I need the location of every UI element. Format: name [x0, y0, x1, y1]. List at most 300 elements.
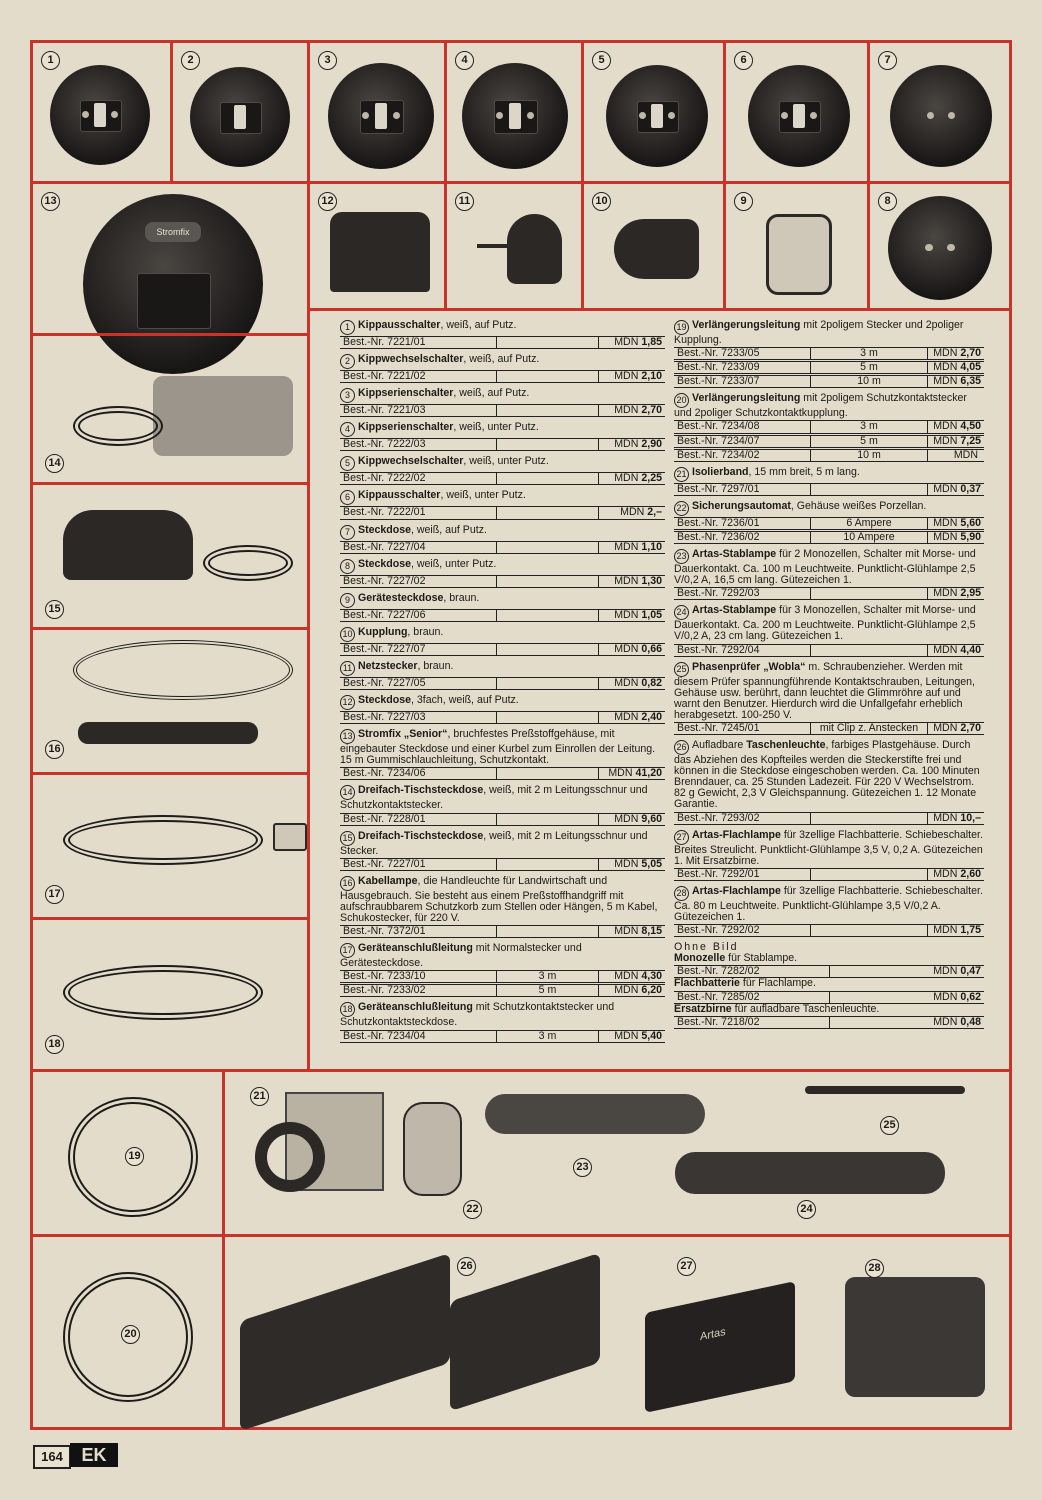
- bestnr-value: 7222/02: [387, 472, 426, 485]
- bestnr-value: 7233/07: [721, 375, 760, 388]
- price: [599, 926, 665, 937]
- order-number: [340, 439, 497, 450]
- variant: 5 m: [811, 362, 928, 373]
- bestnr-label: Best.-Nr.: [677, 990, 719, 1003]
- order-number: [340, 644, 497, 655]
- spec-text: [340, 456, 665, 471]
- spec-text: [340, 876, 665, 924]
- bestnr-value: 7233/02: [387, 984, 426, 997]
- item-number: 11: [340, 661, 355, 676]
- currency: MDN: [614, 642, 639, 655]
- bestnr-label: Best.-Nr.: [343, 711, 385, 724]
- price: [599, 542, 665, 553]
- bestnr-label: Best.-Nr.: [677, 643, 719, 656]
- spec-item: [340, 785, 665, 825]
- switch-image: [748, 65, 850, 167]
- ohne-bild-item: [674, 953, 984, 964]
- order-number: [340, 371, 497, 382]
- item-name: Kippwechselschalter: [358, 455, 464, 468]
- variant: [497, 644, 599, 655]
- item-number: 26: [674, 740, 689, 755]
- lamp-image: [78, 722, 258, 744]
- currency: MDN: [933, 811, 958, 824]
- bestnr-label: Best.-Nr.: [343, 574, 385, 587]
- order-number: [340, 971, 497, 982]
- pocket-lamp-image: [450, 1253, 600, 1412]
- price-value: 5,60: [960, 516, 981, 529]
- bestnr-value: 7236/01: [721, 516, 760, 529]
- order-row: [340, 643, 665, 656]
- order-number: [340, 814, 497, 825]
- spec-item: [674, 467, 984, 496]
- variant: [811, 484, 928, 495]
- photo-number: 23: [573, 1158, 592, 1177]
- photo-number: 28: [865, 1259, 884, 1278]
- order-number: [674, 813, 811, 824]
- spec-text: [340, 490, 665, 505]
- bestnr-value: 7292/01: [721, 867, 760, 880]
- price-value: 2,10: [641, 370, 662, 383]
- flat-lamp-28-image: [845, 1277, 985, 1397]
- bestnr-label: Best.-Nr.: [677, 811, 719, 824]
- bestnr-value: 7222/03: [387, 438, 426, 451]
- ohne-bild-heading: Ohne Bild: [674, 941, 739, 954]
- order-row: [340, 1030, 665, 1043]
- order-number: [340, 610, 497, 621]
- price: [928, 723, 984, 734]
- item-name: Kippserienschalter: [358, 421, 454, 434]
- spec-item: [674, 549, 984, 600]
- item-name: Kippserienschalter: [358, 387, 454, 400]
- price-value: 1,10: [641, 540, 662, 553]
- order-number: [674, 966, 830, 977]
- spec-item: [674, 886, 984, 937]
- item-number: 13: [340, 729, 355, 744]
- order-row: [674, 483, 984, 496]
- cable-image: [73, 406, 163, 446]
- price-value: 2,40: [641, 711, 662, 724]
- order-row: [674, 868, 984, 881]
- price: [599, 405, 665, 416]
- variant: [497, 337, 599, 348]
- order-number: [674, 925, 811, 936]
- bestnr-value: 7234/06: [387, 767, 426, 780]
- photo-number: 14: [45, 454, 64, 473]
- bestnr-value: 7236/02: [721, 530, 760, 543]
- flashlight-24-image: [675, 1152, 945, 1194]
- item-description: m. Schraubenzieher. Werden mit diesem Prüfer spannungführende Kontaktschrauben, Leitungen, Gehäuse usw. berührt, dann leuchtet die Glimmröhre auf und warnt den Benutzer. Hierdurch wird die Unfallgefahr erheblich herabgesetzt. 100-250 V.: [674, 660, 975, 721]
- photo-cell-1: [30, 40, 173, 184]
- spec-item: [674, 605, 984, 656]
- price: [928, 450, 984, 461]
- variant: 10 m: [811, 450, 928, 461]
- variant: [497, 507, 599, 518]
- photo-cell-2: [170, 40, 310, 184]
- price-value: 5,05: [641, 857, 662, 870]
- item-number: 20: [674, 393, 689, 408]
- bestnr-label: Best.-Nr.: [343, 506, 385, 519]
- currency: MDN: [614, 1029, 639, 1042]
- photo-cell-7: [867, 40, 1012, 184]
- item-name: Stromfix „Senior“: [358, 728, 448, 741]
- variant: [811, 869, 928, 880]
- photo-number: 8: [878, 192, 897, 211]
- spec-item: [340, 559, 665, 588]
- spec-text: [340, 354, 665, 369]
- item-number: 7: [340, 525, 355, 540]
- order-number: [674, 484, 811, 495]
- order-row: [340, 472, 665, 485]
- variant: [497, 371, 599, 382]
- item-description: , braun.: [417, 659, 454, 672]
- price-value: 0,62: [960, 990, 981, 1003]
- spec-text: [340, 661, 665, 676]
- variant: 6 Ampere: [811, 518, 928, 529]
- order-number: [674, 450, 811, 461]
- item-description: , bruchfestes Preßstoffgehäuse, mit eingebauter Steckdose und einer Kurbel zum Einrollen der Leitung. 15 m Gummischlauchleitung, Schutzkontakt.: [340, 728, 656, 767]
- order-number: [674, 588, 811, 599]
- appliance-socket-image: [766, 214, 832, 295]
- spec-text: [340, 729, 665, 766]
- spec-text: [340, 593, 665, 608]
- bestnr-label: Best.-Nr.: [677, 482, 719, 495]
- flashlight-23-image: [485, 1094, 705, 1134]
- order-number: [674, 1017, 830, 1028]
- currency: MDN: [614, 925, 639, 938]
- item-name: Steckdose: [358, 557, 411, 570]
- item-number: 27: [674, 830, 689, 845]
- order-row: [340, 575, 665, 588]
- variant: 3 m: [811, 348, 928, 359]
- spec-item: [340, 593, 665, 622]
- item-description: , 15 mm breit, 5 m lang.: [748, 465, 860, 478]
- currency: MDN: [614, 472, 639, 485]
- bestnr-value: 7234/04: [387, 1029, 426, 1042]
- variant: [497, 926, 599, 937]
- item-description: , weiß, auf Putz.: [411, 523, 487, 536]
- item-description: , weiß, auf Putz.: [463, 353, 540, 366]
- photo-cell-6: [723, 40, 870, 184]
- bestnr-label: Best.-Nr.: [677, 516, 719, 529]
- variant: 5 m: [811, 436, 928, 447]
- item-name: Phasenprüfer „Wobla“: [692, 660, 806, 673]
- photo-number: 26: [457, 1257, 476, 1276]
- order-row: [674, 644, 984, 657]
- item-description: , weiß, unter Putz.: [453, 421, 539, 434]
- photo-number: 18: [45, 1035, 64, 1054]
- order-number: [340, 712, 497, 723]
- order-row: [674, 531, 984, 544]
- spec-list-left: [340, 320, 665, 1048]
- flat-lamp-27-image: [645, 1281, 795, 1413]
- price-value: 6,35: [960, 375, 981, 388]
- item-number: 24: [674, 605, 689, 620]
- photo-number: 15: [45, 600, 64, 619]
- bestnr-label: Best.-Nr.: [677, 530, 719, 543]
- currency: MDN: [614, 812, 639, 825]
- spec-text: [674, 393, 984, 419]
- item-number: 16: [340, 876, 355, 891]
- spec-text: [340, 320, 665, 335]
- spec-item: [674, 501, 984, 544]
- ohne-bild-section: [674, 942, 984, 1029]
- order-number: [674, 362, 811, 373]
- socket-image: [888, 196, 992, 300]
- variant: [497, 610, 599, 621]
- order-row: [340, 858, 665, 871]
- spec-text: [674, 830, 984, 867]
- photo-number: 19: [125, 1147, 144, 1166]
- pocket-lamp-image: [240, 1253, 450, 1431]
- currency: MDN: [614, 608, 639, 621]
- order-row: [674, 587, 984, 600]
- photo-number: 5: [592, 51, 611, 70]
- item-name: Ersatzbirne: [674, 1002, 732, 1015]
- item-description: , weiß, mit 2 m Leitungsschnur und Schutzkontaktstecker.: [340, 784, 648, 812]
- item-name: Isolierband: [692, 465, 749, 478]
- item-number: 10: [340, 627, 355, 642]
- bestnr-value: 7297/01: [721, 482, 760, 495]
- bestnr-label: Best.-Nr.: [343, 970, 385, 983]
- bestnr-value: 7292/02: [721, 924, 760, 937]
- spec-item: [340, 422, 665, 451]
- price: [599, 678, 665, 689]
- price-value: 2,–: [647, 506, 662, 519]
- price: [599, 1031, 665, 1042]
- order-row: [340, 370, 665, 383]
- bestnr-value: 7372/01: [387, 925, 426, 938]
- bestnr-value: 7233/05: [721, 347, 760, 360]
- item-description: , weiß, auf Putz.: [440, 319, 517, 331]
- currency: MDN: [933, 420, 958, 433]
- order-row: [674, 924, 984, 937]
- order-row: [674, 375, 984, 388]
- price-value: 4,30: [641, 970, 662, 983]
- spec-item: [340, 1002, 665, 1042]
- currency: MDN: [953, 448, 978, 461]
- photo-cell-21-25: [222, 1069, 1012, 1237]
- variant: [811, 813, 928, 824]
- photo-number: 13: [41, 192, 60, 211]
- item-number: 6: [340, 490, 355, 505]
- bestnr-label: Best.-Nr.: [343, 608, 385, 621]
- variant: [811, 645, 928, 656]
- photo-number: 27: [677, 1257, 696, 1276]
- price: [928, 376, 984, 387]
- order-number: [340, 405, 497, 416]
- ohne-bild-item: [674, 978, 984, 989]
- spec-text: [340, 559, 665, 574]
- price: [599, 371, 665, 382]
- bestnr-value: 7234/07: [721, 434, 760, 447]
- spec-item: [340, 456, 665, 485]
- price: [599, 507, 665, 518]
- order-number: [340, 473, 497, 484]
- photo-number: 1: [41, 51, 60, 70]
- spec-text: [340, 1002, 665, 1028]
- order-row: [340, 609, 665, 622]
- switch-image: [50, 65, 150, 165]
- price: [599, 439, 665, 450]
- spec-text: [340, 388, 665, 403]
- plug-image: [273, 823, 307, 851]
- item-name: Flachbatterie: [674, 977, 740, 990]
- variant: [497, 678, 599, 689]
- variant: [497, 542, 599, 553]
- item-description: , weiß, unter Putz.: [440, 489, 526, 502]
- spec-text: [674, 501, 984, 516]
- item-description: für Stablampe.: [725, 952, 798, 965]
- price: [599, 473, 665, 484]
- item-description: , farbiges Plastgehäuse. Durch das Abziehen des Kopfteiles werden die Steckerstifte frei und können in die Steckdose eingeschoben werden. Ca. 100 Minuten Brenndauer, ca. 25 Stunden Ladezeit. Für 220 V Wechselstrom. 82 g Gewicht, 2,3 V Gleichspannung. Gütezeichen 1. 12 Monate Garantie.: [674, 739, 980, 811]
- currency: MDN: [614, 711, 639, 724]
- price: [928, 813, 984, 824]
- bestnr-value: 7293/02: [721, 811, 760, 824]
- item-name: Gerätesteckdose: [358, 591, 444, 604]
- photo-number: 9: [734, 192, 753, 211]
- bestnr-label: Best.-Nr.: [343, 925, 385, 938]
- item-name: Artas-Flachlampe: [692, 828, 781, 841]
- item-name: Kippwechselschalter: [358, 353, 464, 366]
- price: [928, 484, 984, 495]
- photo-cell-8: [867, 181, 1012, 311]
- item-description: mit 2poligem Schutzkontaktstecker und 2poliger Schutzkontaktkupplung.: [674, 392, 967, 420]
- item-number: 22: [674, 501, 689, 516]
- currency: MDN: [933, 587, 958, 600]
- order-row: [674, 361, 984, 374]
- order-number: [674, 645, 811, 656]
- bestnr-value: 7282/02: [721, 965, 760, 978]
- photo-cell-11: [444, 181, 584, 311]
- variant: 3 m: [811, 421, 928, 432]
- order-row: [674, 722, 984, 735]
- item-description: , weiß, unter Putz.: [463, 455, 549, 468]
- photo-number: 10: [592, 192, 611, 211]
- currency: MDN: [933, 530, 958, 543]
- bestnr-label: Best.-Nr.: [343, 984, 385, 997]
- price-value: 5,40: [641, 1029, 662, 1042]
- item-description: für 3zellige Flachbatterie. Schiebeschalter. Ca. 80 m Leuchtweite. Punktlicht-Glühlampe 3,5 V/0,2 A. Gütezeichen 1.: [674, 884, 983, 923]
- bestnr-label: Best.-Nr.: [343, 438, 385, 451]
- item-name: Kabellampe: [358, 874, 418, 887]
- photo-number: 6: [734, 51, 753, 70]
- price-value: 2,70: [960, 721, 981, 734]
- spec-item: [340, 943, 665, 997]
- spec-item: [340, 695, 665, 724]
- order-row: [340, 767, 665, 780]
- spec-item: [340, 831, 665, 871]
- spec-item: [674, 662, 984, 735]
- bestnr-value: 7221/02: [387, 370, 426, 383]
- price-value: 0,48: [960, 1015, 981, 1028]
- currency: MDN: [933, 721, 958, 734]
- price: [599, 712, 665, 723]
- order-number: [674, 723, 811, 734]
- photo-cell-16: [30, 627, 310, 775]
- currency: MDN: [614, 404, 639, 417]
- price: [599, 337, 665, 348]
- price: [930, 966, 984, 977]
- currency: MDN: [933, 347, 958, 360]
- currency: MDN: [933, 965, 958, 978]
- photo-cell-18: [30, 917, 310, 1072]
- item-number: 4: [340, 422, 355, 437]
- price: [928, 532, 984, 543]
- price-value: 1,85: [641, 336, 662, 348]
- item-number: 1: [340, 320, 355, 335]
- bestnr-label: Best.-Nr.: [343, 404, 385, 417]
- variant: [497, 814, 599, 825]
- item-name: Steckdose: [358, 694, 411, 707]
- item-name: Kupplung: [358, 625, 408, 638]
- artas-brand: Artas: [700, 1325, 726, 1344]
- variant: 5 m: [497, 985, 599, 996]
- item-description: mit 2poligem Stecker und 2poliger Kupplung.: [674, 319, 964, 346]
- item-name: Geräteanschlußleitung: [358, 1001, 473, 1014]
- price: [599, 610, 665, 621]
- item-description: , braun.: [443, 591, 480, 604]
- order-number: [340, 576, 497, 587]
- price-value: 1,75: [960, 924, 981, 937]
- variant: [497, 405, 599, 416]
- bestnr-value: 7227/01: [387, 857, 426, 870]
- plug-pin: [477, 244, 517, 248]
- variant: 10 m: [811, 376, 928, 387]
- item-name: Monozelle: [674, 952, 726, 965]
- item-description: mit Normalstecker und Gerätesteckdose.: [340, 942, 582, 970]
- order-number: [340, 768, 497, 779]
- photo-number: 11: [455, 192, 474, 211]
- price-value: 1,05: [641, 608, 662, 621]
- price-value: 1,30: [641, 574, 662, 587]
- order-number: [674, 992, 830, 1003]
- currency: MDN: [933, 1015, 958, 1028]
- bestnr-label: Best.-Nr.: [677, 361, 719, 374]
- currency: MDN: [933, 924, 958, 937]
- spec-text: [340, 831, 665, 857]
- item-number: 25: [674, 662, 689, 677]
- spec-text: [674, 549, 984, 586]
- bestnr-label: Best.-Nr.: [677, 434, 719, 447]
- currency: MDN: [933, 643, 958, 656]
- bestnr-label: Best.-Nr.: [677, 448, 719, 461]
- price: [928, 421, 984, 432]
- order-number: [340, 926, 497, 937]
- order-number: [674, 376, 811, 387]
- variant: 3 m: [497, 1031, 599, 1042]
- item-name: Dreifach-Tischsteckdose: [358, 784, 484, 797]
- order-number: [674, 532, 811, 543]
- order-row: [674, 517, 984, 530]
- item-number: 12: [340, 695, 355, 710]
- price-value: 4,50: [960, 420, 981, 433]
- spec-item: [674, 320, 984, 388]
- bestnr-value: 7233/09: [721, 361, 760, 374]
- photo-number: 25: [880, 1116, 899, 1135]
- order-row: [340, 813, 665, 826]
- bestnr-value: 7221/01: [387, 336, 426, 348]
- bestnr-value: 7233/10: [387, 970, 426, 983]
- bestnr-value: 7228/01: [387, 812, 426, 825]
- tape-roll-image: [255, 1122, 325, 1192]
- bestnr-label: Best.-Nr.: [343, 1029, 385, 1042]
- spec-text: [340, 525, 665, 540]
- price-value: 2,25: [641, 472, 662, 485]
- price-value: 0,66: [641, 642, 662, 655]
- price-value: 4,05: [960, 361, 981, 374]
- bestnr-label: Best.-Nr.: [343, 812, 385, 825]
- cable-image: [63, 815, 263, 865]
